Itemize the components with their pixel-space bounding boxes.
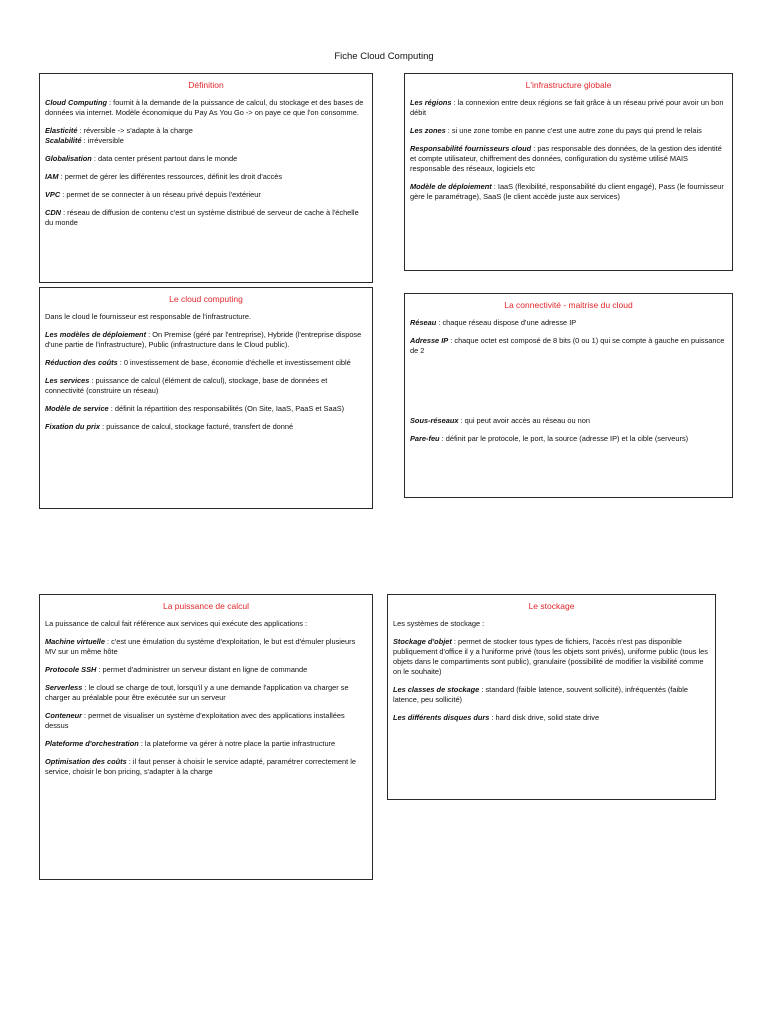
cloud-intro: Dans le cloud le fournisseur est responsable de l'infrastructure. — [45, 312, 251, 321]
calcul-intro: La puissance de calcul fait référence aux services qui exécute des applications : — [45, 619, 308, 628]
cloud-computing-title: Le cloud computing — [169, 294, 243, 304]
entry-adresse-ip: Adresse IP : chaque octet est composé de 8 bits (0 ou 1) qui se compte à gauche en puissance de 2 — [410, 335, 725, 355]
entry-modele-deploiement: Modèle de déploiement : IaaS (flexibilité, responsabilité du client engagé), Pass (le fournisseur gère le paramétrage), SaaS (le client accède juste aux services) — [410, 181, 724, 201]
definition-card — [39, 73, 373, 283]
entry-vpc: VPC : permet de se connecter à un réseau privé depuis l'extérieur — [45, 189, 261, 199]
entry-serverless: Serverless : le cloud se charge de tout, lorsqu'il y a une demande l'application va charger se charger au préalable pour être exécutée sur un serveur — [45, 682, 349, 702]
entry-globalisation: Globalisation : data center présent partout dans le monde — [45, 153, 238, 163]
cloud-computing-card — [39, 287, 373, 509]
calcul-title: La puissance de calcul — [162, 601, 249, 611]
entry-reduction-couts: Réduction des coûts : 0 investissement de base, économie d'échelle et investissement ciblé — [45, 357, 351, 367]
entry-cdn: CDN : réseau de diffusion de contenu c'est un système distribué de serveur de cache à l'échelle du monde — [45, 207, 359, 227]
entry-orchestration: Plateforme d'orchestration : la plateforme va gérer à notre place la partie infrastructure — [45, 738, 336, 748]
definition-title: Définition — [188, 80, 224, 90]
entry-fixation-prix: Fixation du prix : puissance de calcul, stockage facturé, transfert de donné — [45, 421, 294, 431]
entry-elasticite: Elasticité : réversible -> s'adapte à la charge — [45, 125, 193, 135]
entry-scalabilite: Scalabilité : irréversible — [45, 135, 124, 145]
infrastructure-card — [404, 73, 733, 271]
entry-responsabilite: Responsabilité fournisseurs cloud : pas responsable des données, de la gestion des identité et compte utilisateur, chiffrement des données, configuration du système utilisé MAIS responsable des réseaux, logiciels etc — [410, 143, 722, 173]
infrastructure-title: L'infrastructure globale — [525, 80, 612, 90]
entry-classes-stockage: Les classes de stockage : standard (faible latence, souvent sollicité), infréquentés (faible latence, peu sollicité) — [393, 684, 688, 704]
stockage-card — [387, 594, 716, 800]
stockage-title: Le stockage — [528, 601, 575, 611]
entry-protocole-ssh: Protocole SSH : permet d'administrer un serveur distant en ligne de commande — [45, 664, 308, 674]
entry-stockage-objet: Stockage d'objet : permet de stocker tous types de fichiers, l'accès n'est pas disponible publiquement d'office il y a l'uniforme privé (tous les objets sont privés), uniforme public (tous les objets dans le compartiments sont public), granulaire (possibilité de modifier la visibilité comme on le souhaite) — [393, 636, 708, 676]
stockage-intro: Les systèmes de stockage : — [393, 619, 485, 628]
entry-sous-reseaux: Sous-réseaux : qui peut avoir accès au réseau ou non — [410, 415, 590, 425]
entry-modeles-deploiement: Les modèles de déploiement : On Premise (géré par l'entreprise), Hybride (l'entreprise dispose d'une partie de l'infrastructure), Public (infrastructure dans le Cloud public). — [45, 329, 362, 349]
entry-optimisation-couts: Optimisation des coûts : il faut penser à choisir le service adapté, paramétrer correctement le service, choisir le bon pricing, s'adapter à la charge — [45, 756, 356, 776]
entry-conteneur: Conteneur : permet de visualiser un système d'exploitation avec des applications installées dessus — [45, 710, 345, 730]
entry-modele-service: Modèle de service : définit la répartition des responsabilités (On Site, IaaS, PaaS et SaaS) — [45, 403, 345, 413]
entry-zones: Les zones : si une zone tombe en panne c'est une autre zone du pays qui prend le relais — [410, 125, 702, 135]
entry-services: Les services : puissance de calcul (élément de calcul), stockage, base de données et connectivité (construire un réseau) — [45, 375, 328, 395]
connectivity-card — [404, 293, 733, 498]
entry-disques-durs: Les différents disques durs : hard disk drive, solid state drive — [393, 712, 600, 722]
entry-pare-feu: Pare-feu : définit par le protocole, le port, la source (adresse IP) et la cible (serveurs) — [410, 433, 689, 443]
entry-cloud-computing: Cloud Computing : fournit à la demande de la puissance de calcul, du stockage et des bases de données via internet. Modèle économique du Pay As You Go -> on paye ce que l'on consomme. — [45, 98, 364, 117]
calcul-card — [39, 594, 373, 880]
page-title: Fiche Cloud Computing — [334, 51, 434, 62]
entry-iam: IAM : permet de gérer les différentes ressources, définit les droit d'accès — [45, 171, 283, 181]
entry-reseau: Réseau : chaque réseau dispose d'une adresse IP — [410, 318, 577, 327]
entry-machine-virtuelle: Machine virtuelle : c'est une émulation du système d'exploitation, le but est d'émuler plusieurs MV sur un même hôte — [45, 636, 356, 656]
entry-regions: Les régions : la connexion entre deux régions se fait grâce à un réseau privé pour avoir un bon débit — [410, 98, 724, 117]
connectivity-title: La connectivité - maitrise du cloud — [504, 300, 633, 310]
